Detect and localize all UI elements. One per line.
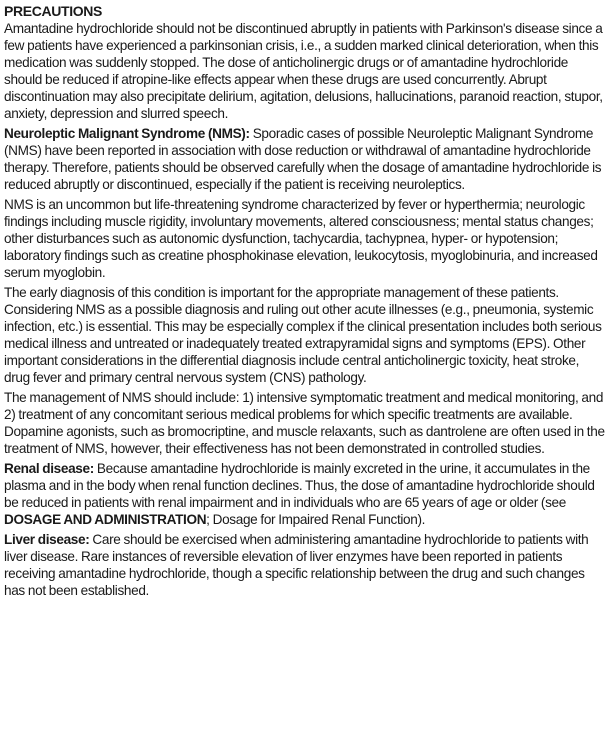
paragraph-text: Amantadine hydrochloride should not be discontinued abruptly in patients with Parkinson's disease since a few patients have experienced a parkinsonian crisis, i.e., a sudden marked clinical deterioration, when this medication was suddenly stopped. The dose of anticholinergic drugs or of amantadine hydrochloride should be reduced if atropine-like effects appear when these drugs are used concurrently. Abrupt discontinuation may also precipitate delirium, agitation, delusions, hallucinations, paranoid reaction, stupor, anxiety, depression and slurred speech.: [4, 21, 603, 121]
liver-disease-heading: Liver disease:: [4, 532, 90, 547]
paragraph-nms-description: [4, 196, 607, 281]
nms-heading: Neuroleptic Malignant Syndrome (NMS):: [4, 126, 250, 141]
paragraph-nms-management: [4, 389, 607, 457]
paragraph-text: The early diagnosis of this condition is important for the appropriate management of these patients. Considering NMS as a possible diagnosis and ruling out other acute illnesses (e.g., pneumonia, systemic infection, etc.) is essential. This may be especially complex if the clinical presentation includes both serious medical illness and untreated or inadequately treated extrapyramidal signs and symptoms (EPS). Other important considerations in the differential diagnosis include central anticholinergic toxicity, heat stroke, drug fever and primary central nervous system (CNS) pathology.: [4, 285, 602, 385]
paragraph-text: Sporadic cases of possible Neuroleptic Malignant Syndrome (NMS) have been reported in association with dose reduction or withdrawal of amantadine hydrochloride therapy. Therefore, patients should be observed carefully when the dosage of amantadine hydrochloride is reduced abruptly or discontinued, especially if the patient is receiving neuroleptics.: [4, 126, 602, 192]
paragraph-text: NMS is an uncommon but life-threatening syndrome characterized by fever or hyperthermia; neurologic findings including muscle rigidity, involuntary movements, altered consciousness; mental status changes; other disturbances such as autonomic dysfunction, tachycardia, tachypnea, hyper- or hypotension; laboratory findings such as creatine phosphokinase elevation, leukocytosis, myoglobinuria, and increased serum myoglobin.: [4, 197, 598, 280]
paragraph-text: ; Dosage for Impaired Renal Function).: [206, 512, 426, 527]
paragraph-renal-disease: [4, 460, 607, 528]
paragraph-text: Care should be exercised when administering amantadine hydrochloride to patients with liver disease. Rare instances of reversible elevation of liver enzymes have been reported in patients receiving amantadine hydrochloride, though a specific relationship between the drug and such changes has not been established.: [4, 532, 589, 598]
dosage-administration-reference: DOSAGE AND ADMINISTRATION: [4, 512, 207, 527]
paragraph-text: The management of NMS should include: 1) intensive symptomatic treatment and medical monitoring, and 2) treatment of any concomitant serious medical problems for which specific treatments are available. Dopamine agonists, such as bromocriptine, and muscle relaxants, such as dantrolene are often used in the treatment of NMS, however, their effectiveness has not been demonstrated in controlled studies.: [4, 390, 605, 456]
paragraph-liver-disease: [4, 531, 607, 599]
renal-disease-heading: Renal disease:: [4, 461, 94, 476]
paragraph-parkinsons-discontinuation: [4, 20, 607, 122]
paragraph-text: Because amantadine hydrochloride is mainly excreted in the urine, it accumulates in the plasma and in the body when renal function declines. Thus, the dose of amantadine hydrochloride should be reduced in patients with renal impairment and in individuals who are 65 years of age or older (see: [4, 461, 595, 510]
paragraph-nms-diagnosis: [4, 284, 607, 386]
paragraph-nms-intro: [4, 125, 607, 193]
section-title: PRECAUTIONS: [4, 3, 103, 19]
